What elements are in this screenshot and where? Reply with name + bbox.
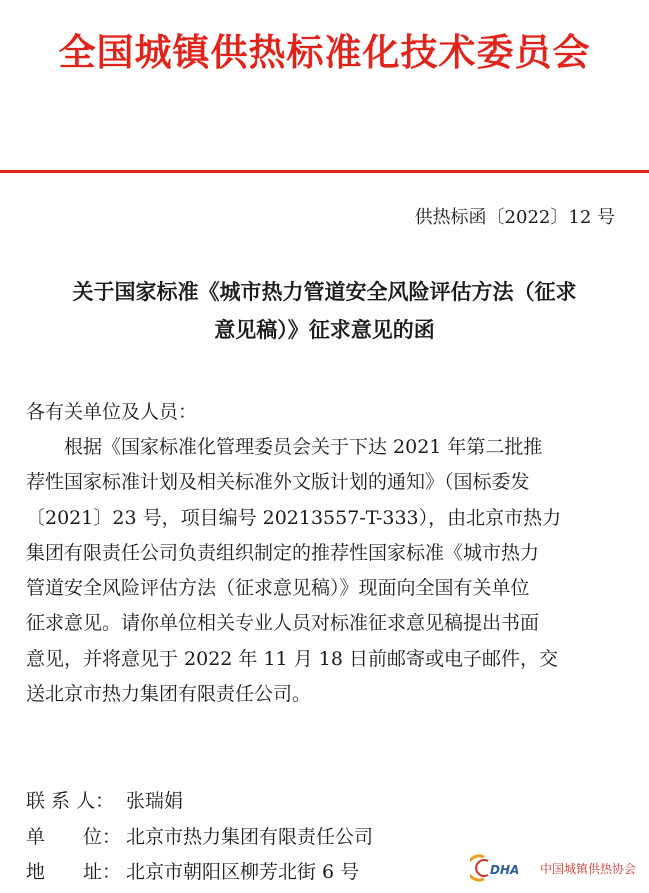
body-paragraph [26,430,622,712]
subject-line: 意见稿）》征求意见的函 [214,318,435,342]
contact-label: 地 址： [26,861,122,884]
contact-value: 北京市热力集团有限责任公司 [126,825,374,848]
contact-row-person [26,784,373,820]
watermark-org-name: 中国城镇供热协会 [540,861,637,876]
body-line: 〔2021〕23 号，项目编号 20213557-T-333），由北京市热力 [26,506,562,529]
body-line: 送北京市热力集团有限责任公司。 [26,683,312,706]
body-line: 根据《国家标准化管理委员会关于下达 2021 年第二批推 [26,436,543,458]
contact-info [26,784,373,891]
document-number: 供热标函〔2022〕12 号 [414,207,615,228]
body-line: 征求意见。请你单位相关专业人员对标准征求意见稿提出书面 [26,612,540,635]
svg-text:DHA: DHA [490,863,520,877]
body-line: 集团有限责任公司负责组织制定的推荐性国家标准《城市热力 [26,541,540,564]
contact-row-unit [26,820,373,856]
letterhead-title: 全国城镇供热标准化技术委员会 [58,30,591,74]
body-line: 管道安全风险评估方法（征求意见稿）》现面向全国有关单位 [26,577,530,600]
body-line: 意见，并将意见于 2022 年 11 月 18 日前邮寄或电子邮件，交 [26,647,558,670]
cdha-logo-icon [470,853,532,883]
contact-value: 张瑞娟 [126,790,184,812]
body-line: 荐性国家标准计划及相关标准外文版计划的通知》（国标委发 [26,471,530,494]
contact-label: 联 系 人： [26,790,115,812]
subject-line: 关于国家标准《城市热力管道安全风险评估方法（征求 [72,280,577,304]
contact-value: 北京市朝阳区柳芳北街 6 号 [126,861,360,884]
salutation: 各有关单位及人员： [26,401,198,423]
document-subject [0,273,649,349]
contact-label: 单 位： [26,825,122,848]
contact-row-address [26,855,373,891]
letterhead-divider [0,170,649,173]
cdha-watermark [470,846,640,890]
